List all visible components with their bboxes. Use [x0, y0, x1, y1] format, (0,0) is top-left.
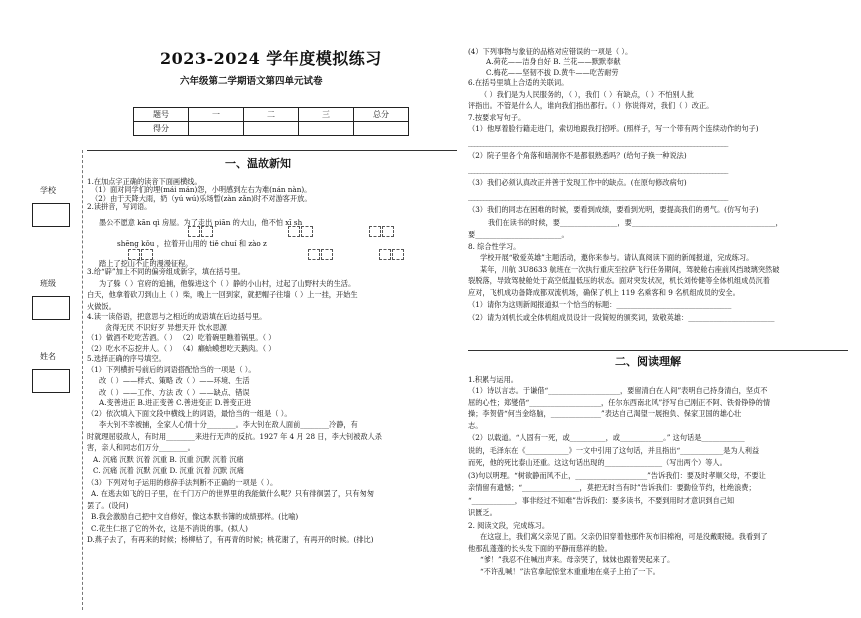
question-line: 7.按要求写句子。	[468, 112, 526, 122]
question-line: “____________，事非经过不知难”告诉我们：要多读书，不要到用时才意识到自己知	[468, 495, 735, 505]
answer-grid[interactable]	[288, 226, 300, 237]
question-line: 应对，飞机成功备降成都双流机场，确保了机上 119 名乘客和 9 名机组成员的安全。	[468, 287, 740, 297]
answer-grid[interactable]	[301, 226, 313, 237]
question-line: 3.给“辟”加上不同的偏旁组成新字，填在括号里。	[87, 267, 245, 277]
question-line: 5.选择正确的序号填空。	[87, 354, 166, 364]
question-line: （2）院子里各个角落和暗洞你不是都很熟悉吗？(给句子换一种说法)	[468, 151, 687, 161]
score-table	[133, 107, 409, 136]
question-line: 8. 综合性学习。	[468, 241, 521, 251]
option-line: A.变善进正 B.进正变善 C.善进变正 D.善变正进	[99, 398, 252, 408]
passage-line: 在这寇上，我们寓父亲见了面。父亲仍旧穿着他那件灰布旧棉袍，可是没戴眼镜。我看到了	[480, 532, 768, 542]
option-line: 改（ ）——样式、策略 改（ ）——环境、生活	[99, 376, 250, 386]
passage-line: “不许乱喊！”法官拿起惊堂木重重地在桌子上拍了一下。	[480, 566, 660, 576]
option-line: A.荷花——洁身自好 B. 兰花——默默奉献	[486, 57, 621, 67]
school-label: 学校	[40, 186, 56, 195]
section-divider	[87, 150, 457, 151]
answer-grid[interactable]	[369, 226, 381, 237]
right-column-content	[468, 48, 853, 322]
question-line: （1）他厚着脸行籍走进门，索切地跟我打招呼。(照样子，写一个带有两个连续动作的句子)	[468, 124, 759, 134]
binding-line	[82, 150, 83, 610]
score-cell: 三	[299, 108, 354, 122]
section2-content	[468, 376, 853, 576]
section1-heading: 一、温故新知	[225, 157, 291, 170]
class-label: 班级	[40, 279, 56, 288]
question-line: （3）下列对句子运用的修辞手法判断不正确的一项是（ ）。	[87, 477, 278, 487]
question-line: 说的，毛泽东在《____________》一文中引用了这句话，并且指出“____________是为人利益	[468, 445, 760, 455]
question-line: 害，亲人和同志们万分________。	[87, 443, 195, 453]
answer-line[interactable]: ____________________________________________________________________________________	[468, 191, 728, 201]
question-line: （1）做酒不吃吃苦酒。（ ） （2）吃着碗里瞧着锅里。（ ）	[87, 333, 276, 343]
question-line: 2. 阅读文段，完成练习。	[468, 520, 550, 530]
score-cell: 二	[244, 108, 299, 122]
question-line: （ ）我们是为人民服务的，（ ），我们（ ）有缺点，（ ）不怕别人批	[480, 89, 694, 99]
question-line: （3）我们的同志在困难的时候，要看到成绩，要看到光明，要提高我们的勇气。(仿写句子)	[468, 205, 759, 215]
question-line: 裂脱落，导致驾驶舱处于高空低温低压的状态。面对突发状况，机长刘传健等全体机组成员沉着	[468, 276, 770, 286]
answer-grid[interactable]	[201, 226, 213, 237]
answer-line[interactable]: ____________________________________________________________________________________	[468, 137, 728, 147]
question-line: （2）由于天降大雨，奶（yú wú)乐场暂(zàn zǎn)时不对游客开放。	[91, 193, 312, 203]
answer-line[interactable]: ____________________________________________________________________________________	[468, 164, 728, 174]
question-line: 火做饭。	[87, 301, 116, 311]
option-line: B.我会激励自己把中文自修好，像这本默书簿的成绩那样。(比喻)	[91, 512, 299, 522]
option-line: 改（ ）——工作、方法 改（ ）——缺点、错误	[99, 387, 250, 397]
question-line: 学校开展“敬爱英雄”主题活动，邀你来参与。请认真阅读下面的新闻报道，完成练习。	[480, 253, 754, 263]
section2-heading: 二、阅读理解	[615, 355, 681, 368]
question-line: 我们在读书的时候，要________________，要________________________________________，	[488, 217, 783, 227]
pinyin-line: shēng kǒu ，拉着开山用的 tiě chuí 和 zào z	[117, 239, 267, 249]
name-field[interactable]	[32, 369, 70, 393]
question-line: 李大钊不幸被捕，全家人心情十分________。李大钊在敌人面前________冷静，有	[99, 420, 358, 430]
score-cell: 得分	[134, 122, 189, 136]
question-line: 某年，川航 3U8633 航班在一次执行重庆至拉萨飞行任务期间，驾驶舱右座前风挡玻璃突然破	[480, 264, 780, 274]
answer-grid[interactable]	[379, 249, 391, 260]
question-line: 操；李贺借“何当金络脑，______________”表达自己渴望一展抱负、保家卫国的雄心壮	[468, 409, 742, 419]
question-line: 而死，他的死比泰山还重。这这句话出现的________________（写出两个）等人。	[468, 458, 727, 468]
score-cell[interactable]	[299, 122, 354, 136]
score-table-header-row	[134, 108, 409, 122]
passage-line: 他那乱蓬蓬的长头发下面的平静而慈祥的脸。	[468, 543, 612, 553]
question-line: 亲情留有遗憾；“________________，莫把无时当有时”告诉我们：要勤俭节约，杜绝浪费；	[468, 483, 756, 493]
score-cell[interactable]	[244, 122, 299, 136]
option-line: C.梅花——坚韧不拔 D.黄牛——吃苦耐劳	[486, 67, 619, 77]
answer-grid[interactable]	[392, 249, 404, 260]
option-line: C.花生仁抠了它的外衣，这是不消说的事。(拟人)	[91, 523, 248, 533]
page-title: 2023-2024 学年度模拟练习	[160, 49, 382, 68]
question-line: 为了躲（ ）官府的追捕，他躲进这个（ ）静的小山村，过起了山野村夫的生活。	[99, 278, 356, 288]
option-line: D.燕子去了，有再来的时候；杨柳枯了，有再青的时候；桃花谢了，有再开的时候。(排比)	[87, 535, 374, 545]
answer-grid[interactable]	[382, 226, 394, 237]
question-line: (3)句以明理。“树欲静而风不止，____________________”告诉我们：要及时孝顺父母，不要让	[468, 470, 766, 480]
question-line: （1）面对同学们的埋(mái mán)怨，小明感到左右为难(nán nàn)。	[91, 185, 312, 195]
question-line: 1.在加点字正确的读音下面画横线。	[87, 177, 202, 186]
school-field[interactable]	[32, 203, 70, 227]
answer-grid[interactable]	[321, 249, 333, 260]
option-line: 罢了。(设问)	[87, 500, 129, 510]
question-line: 时就理屈驳敌人，有时用________来进行无声的反抗。1927 年 4 月 28 日，李大钊被敌人杀	[87, 431, 382, 441]
question-line: （2）以载道。“人固有一死，或__________，或____________。” 这句话是____________	[468, 433, 745, 443]
question-line: 白天，他拿着砍刀到山上（ ）柴，晚上一回到家，就把帽子往墙（ ）上一挂，开始生	[87, 290, 358, 300]
question-line: 评指出。不管是什么人，谁向我们指出都行。（ ）你说得对，我们（ ）改正。	[468, 101, 714, 111]
option-line: C. 沉痛 沉着 沉默 沉重 D. 沉重 沉着 沉默 沉痛	[93, 466, 244, 476]
score-cell[interactable]	[189, 122, 244, 136]
score-cell: 总分	[354, 108, 409, 122]
score-cell[interactable]	[354, 122, 409, 136]
question-line: 1.积累与运用。	[468, 375, 518, 384]
question-line: 屈的心性；郑燮借“____________________，任尔东西南北风”抒写自己刚正不阿、铁骨铮铮的情	[468, 397, 771, 407]
score-cell: 题号	[134, 108, 189, 122]
score-table-score-row	[134, 122, 409, 136]
option-line: 贪得无厌 不识好歹 异想天开 饮水思源	[105, 322, 227, 332]
question-line: 要________________________。	[468, 230, 569, 240]
pinyin-grid-row	[87, 226, 462, 237]
name-label: 姓名	[40, 352, 56, 361]
question-line: 2.读拼音，写词语。	[87, 202, 152, 212]
question-line: （1）诗以言志。于谦借“____________________，要留清白在人间”表明自己持身清白，坚贞不	[468, 386, 768, 396]
class-field[interactable]	[32, 296, 70, 320]
question-line: （2）请为刘机长或全体机组成员设计一段简短的颁奖词，致敬英雄：________________________	[468, 312, 775, 322]
question-line: （3）我们必须认真改正并善于发现工作中的缺点。(在原句修改病句)	[468, 178, 687, 188]
passage-line: “爹！”我忍不住喊出声来。母亲哭了，妹妹也跟着哭起来了。	[480, 555, 675, 565]
question-line: 踏上了挖山不止的漫漫征程。	[99, 258, 193, 268]
question-line: 4.读一读俗语，把意思与之相近的成语填在后边括号里。	[87, 312, 267, 322]
answer-grid[interactable]	[308, 249, 320, 260]
page-subtitle: 六年级第二学期语文第四单元试卷	[180, 76, 323, 87]
question-line: （2）依次填入下面文段中横线上的词语，最恰当的一组是（ ）。	[87, 408, 292, 418]
section1-content	[87, 178, 462, 545]
question-line: （1）下列横折号前后的词语搭配恰当的一项是（ ）。	[87, 364, 256, 374]
question-line: 6.在括号里填上合适的关联词。	[468, 78, 569, 88]
answer-grid[interactable]	[188, 226, 200, 237]
question-line: 识匮乏。	[468, 508, 497, 518]
question-line: （2）吃水不忘挖井人。（ ） （4）癞蛤蟆想吃天鹅肉。（ ）	[87, 343, 276, 353]
score-cell: 一	[189, 108, 244, 122]
pinyin-text: 墨公不愿意 kān qì 房屋。为了走出 piān 的大山，他不怕 xī sh	[99, 217, 303, 227]
option-line: A. 沉痛 沉默 沉着 沉重 B. 沉重 沉默 沉着 沉痛	[93, 454, 244, 464]
question-line: （1）请你为这则新闻报道拟一个恰当的标题：________________________________	[468, 300, 732, 310]
section-divider	[468, 350, 848, 351]
question-line: (4）下列事物与象征的品格对应错误的一项是（ ）。	[468, 47, 633, 56]
question-line: 志。	[468, 420, 483, 430]
option-line: A. 在逃去如飞的日子里，在千门万户的世界里的我能做什么呢？只有徘徊罢了，只有匆匆	[91, 489, 374, 499]
